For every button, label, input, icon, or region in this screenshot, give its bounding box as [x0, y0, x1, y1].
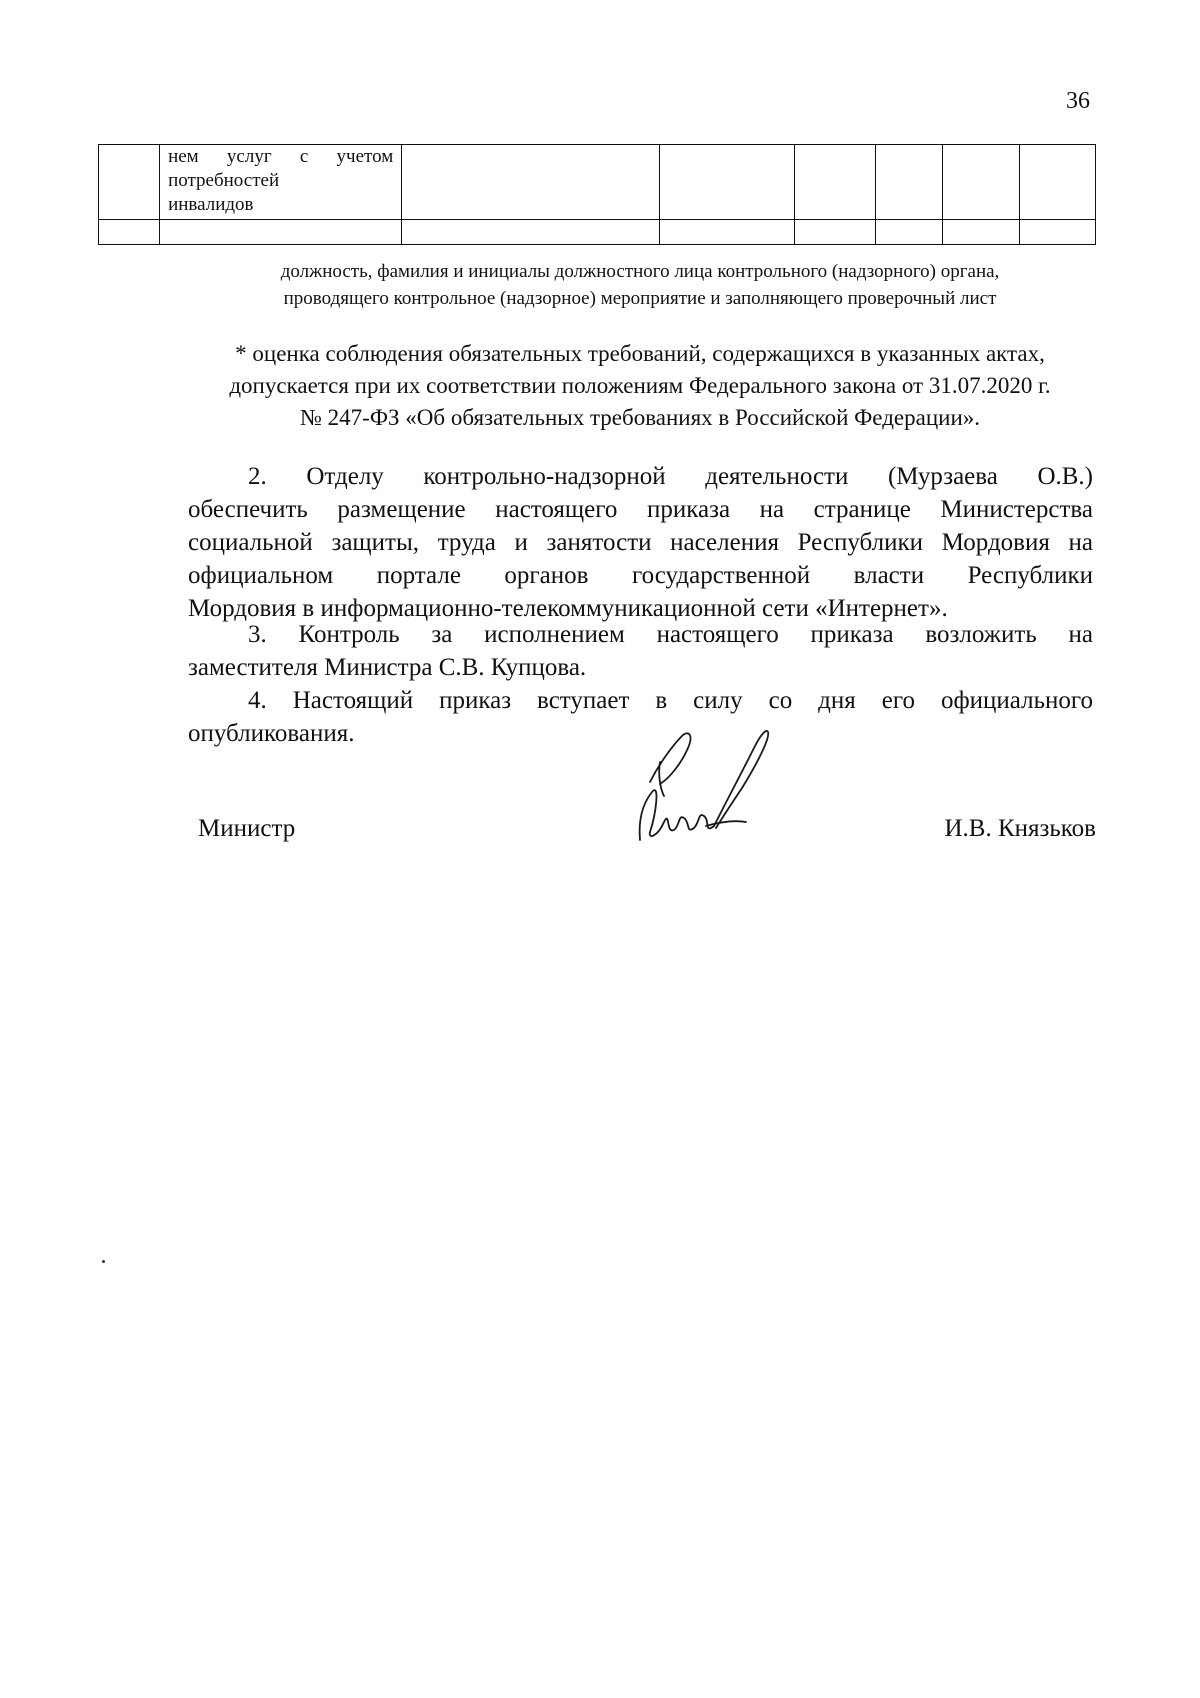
- table-cell: [99, 220, 160, 245]
- paragraph-line: официальном портале органов государственной власти Республики: [188, 562, 1093, 589]
- footnote: [180, 338, 1100, 434]
- checklist-table: [98, 144, 1096, 245]
- cell-line: потребностей: [168, 170, 280, 191]
- scan-mark: [102, 1260, 105, 1263]
- table-cell: [99, 145, 160, 220]
- footnote-line: допускается при их соответствии положениям Федерального закона от 31.07.2020 г.: [229, 373, 1051, 398]
- caption-line: должность, фамилия и инициалы должностного лица контрольного (надзорного) органа,: [280, 261, 1000, 282]
- signatory-title: Министр: [198, 815, 296, 842]
- footnote-line: * оценка соблюдения обязательных требований, содержащихся в указанных актах,: [235, 341, 1045, 366]
- table-cell: [160, 220, 402, 245]
- paragraph-line: опубликования.: [188, 720, 355, 747]
- table-cell: [659, 145, 794, 220]
- paragraph-line: заместителя Министра С.В. Купцова.: [188, 654, 587, 681]
- signatory-name: И.В. Князьков: [944, 815, 1096, 842]
- paragraph-line: обеспечить размещение настоящего приказа на странице Министерства: [188, 496, 1093, 523]
- caption-line: проводящего контрольное (надзорное) мероприятие и заполняющего проверочный лист: [283, 288, 997, 309]
- inspector-caption: [180, 258, 1100, 312]
- table-cell: [402, 145, 659, 220]
- paragraph-3: [188, 618, 1093, 684]
- table-cell: [794, 220, 875, 245]
- paragraph-line: 4. Настоящий приказ вступает в силу со дня его официального: [248, 687, 1093, 714]
- cell-line: нем услуг с учетом: [168, 146, 394, 167]
- table-cell: [875, 220, 943, 245]
- table-row: [99, 145, 1096, 220]
- table-cell: [1019, 220, 1095, 245]
- table-cell: [875, 145, 943, 220]
- footnote-line: № 247-ФЗ «Об обязательных требованиях в Российской Федерации».: [299, 405, 981, 430]
- table-row: [99, 220, 1096, 245]
- paragraph-line: Мордовия в информационно-телекоммуникационной сети «Интернет».: [188, 595, 948, 622]
- table-cell: [1019, 145, 1095, 220]
- table-cell-requirement: [160, 145, 402, 220]
- signature-icon: [630, 722, 790, 852]
- page-number: 36: [1066, 88, 1090, 114]
- paragraph-line: 3. Контроль за исполнением настоящего приказа возложить на: [248, 621, 1093, 648]
- table-cell: [402, 220, 659, 245]
- table-cell: [943, 220, 1019, 245]
- paragraph-line: социальной защиты, труда и занятости населения Республики Мордовия на: [188, 529, 1093, 556]
- table-cell: [943, 145, 1019, 220]
- paragraph-2: [188, 460, 1093, 625]
- table-cell: [659, 220, 794, 245]
- table-cell: [794, 145, 875, 220]
- cell-line: инвалидов: [168, 194, 254, 215]
- paragraph-line: 2. Отделу контрольно-надзорной деятельности (Мурзаева О.В.): [248, 463, 1093, 490]
